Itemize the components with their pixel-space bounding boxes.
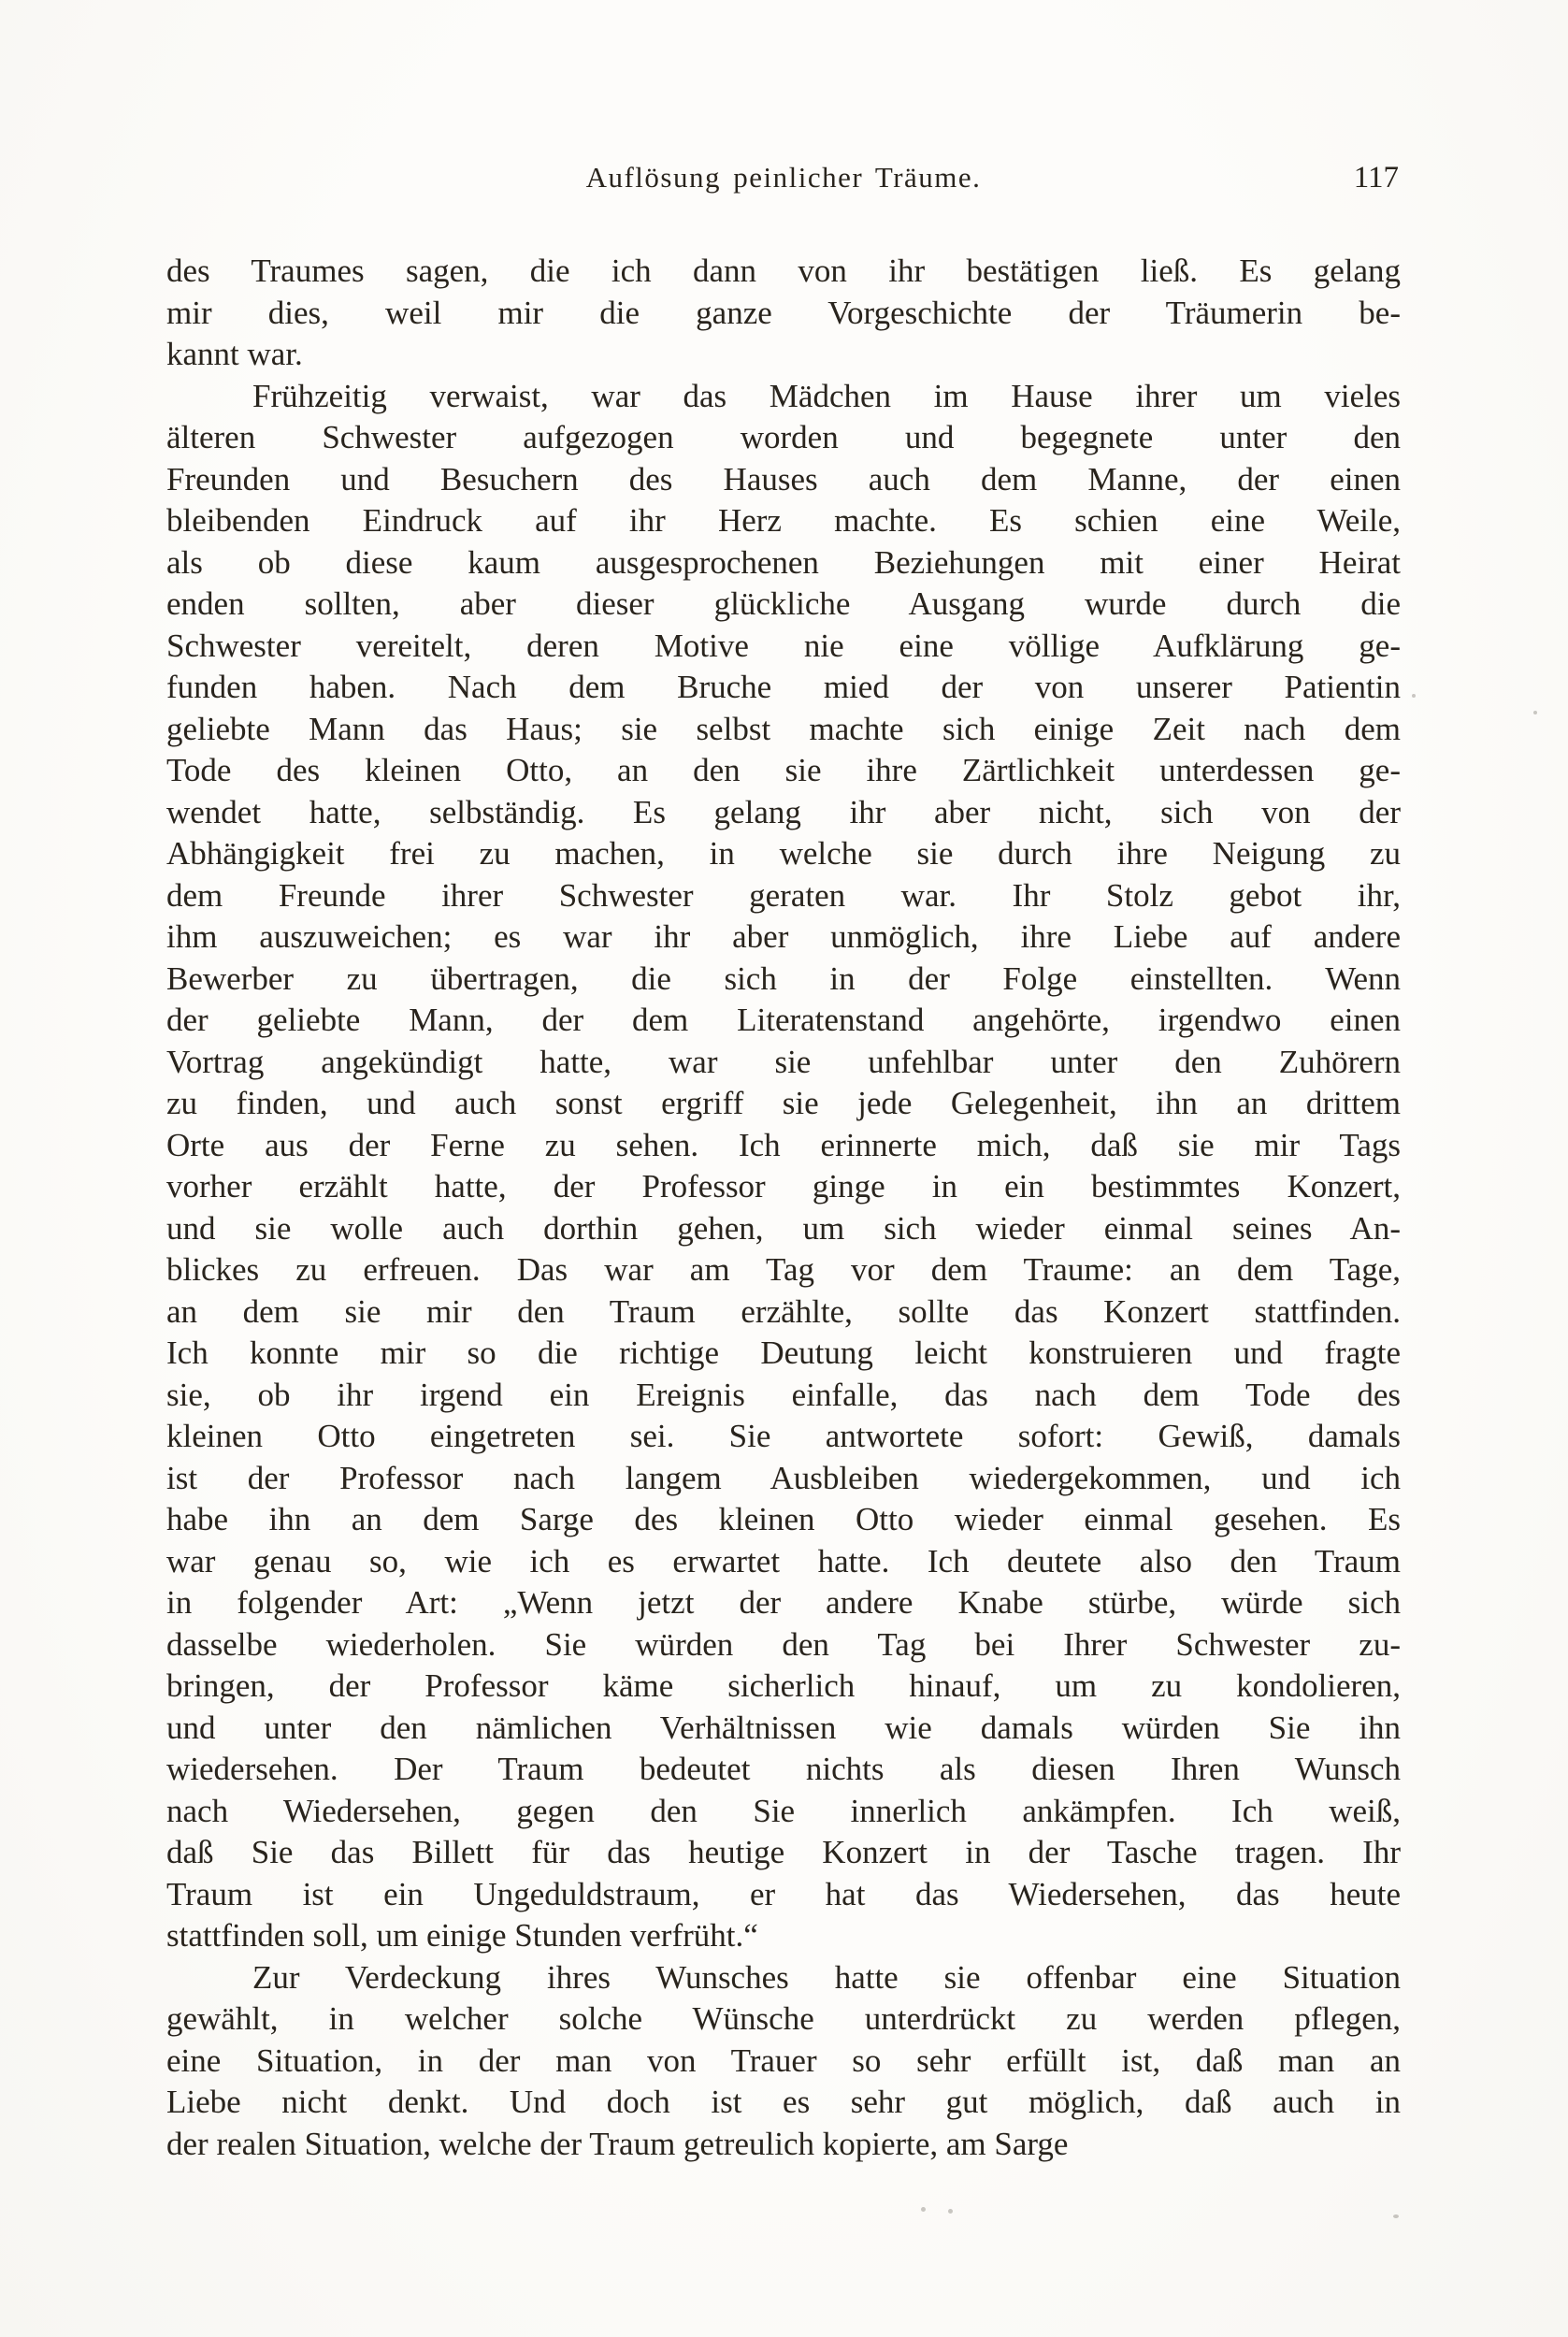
text-line: Orte aus der Ferne zu sehen. Ich erinnerte mich, daß sie mir Tags xyxy=(166,1126,1401,1163)
text-line: in folgender Art: „Wenn jetzt der andere Knabe stürbe, würde sich xyxy=(166,1584,1401,1621)
text-line: Frühzeitig verwaist, war das Mädchen im Hause ihrer um vieles xyxy=(252,377,1401,414)
text-line: funden haben. Nach dem Bruche mied der von unserer Patientin xyxy=(166,669,1401,705)
text-line: wiedersehen. Der Traum bedeutet nichts als diesen Ihren Wunsch xyxy=(166,1751,1401,1787)
text-line: stattfinden soll, um einige Stunden verfrüht.“ xyxy=(166,1917,758,1954)
text-line: dasselbe wiederholen. Sie würden den Tag bei Ihrer Schwester zu- xyxy=(166,1625,1401,1663)
text-line: der realen Situation, welche der Traum getreulich kopierte, am Sarge xyxy=(166,2125,1069,2162)
text-line: enden sollten, aber dieser glückliche Ausgang wurde durch die xyxy=(166,585,1401,622)
scan-speck xyxy=(1412,694,1416,698)
text-line: älteren Schwester aufgezogen worden und begegnete unter den xyxy=(166,419,1401,455)
text-line: nach Wiedersehen, gegen den Sie innerlich ankämpfen. Ich weiß, xyxy=(166,1792,1401,1829)
text-line: als ob diese kaum ausgesprochenen Beziehungen mit einer Heirat xyxy=(166,543,1401,581)
text-line: mir dies, weil mir die ganze Vorgeschichte der Träumerin be- xyxy=(166,294,1401,331)
text-line: Zur Verdeckung ihres Wunsches hatte sie offenbar eine Situation xyxy=(252,1958,1401,1996)
text-line: ihm auszuweichen; es war ihr aber unmöglich, ihre Liebe auf andere xyxy=(166,918,1401,955)
text-line: daß Sie das Billett für das heutige Konzert in der Tasche tragen. Ihr xyxy=(166,1834,1401,1870)
text-line: war genau so, wie ich es erwartet hatte. Ich deutete also den Traum xyxy=(166,1542,1401,1580)
text-line: Vortrag angekündigt hatte, war sie unfehlbar unter den Zuhörern xyxy=(166,1043,1401,1080)
scan-speck xyxy=(948,2209,953,2214)
text-line: der geliebte Mann, der dem Literatenstand angehörte, irgendwo einen xyxy=(166,1002,1401,1038)
text-line: gewählt, in welcher solche Wünsche unterdrückt zu werden pflegen, xyxy=(166,2000,1401,2037)
text-line: des Traumes sagen, die ich dann von ihr bestätigen ließ. Es gelang xyxy=(166,252,1401,289)
text-line: an dem sie mir den Traum erzählte, sollte das Konzert stattfinden. xyxy=(166,1292,1401,1330)
running-title: Auflösung peinlicher Träume. xyxy=(585,161,982,194)
text-line: kleinen Otto eingetreten sei. Sie antwortete sofort: Gewiß, damals xyxy=(166,1418,1401,1454)
text-line: ist der Professor nach langem Ausbleiben wiedergekommen, und ich xyxy=(166,1459,1401,1496)
text-line: geliebte Mann das Haus; sie selbst machte sich einige Zeit nach dem xyxy=(166,710,1401,747)
text-line: Traum ist ein Ungeduldstraum, er hat das Wiedersehen, das heute xyxy=(166,1875,1401,1912)
page-header xyxy=(166,159,1401,196)
text-line: Bewerber zu übertragen, die sich in der Folge einstellten. Wenn xyxy=(166,959,1401,997)
page-number: 117 xyxy=(1353,161,1399,195)
scan-speck xyxy=(1533,711,1537,714)
scan-speck xyxy=(921,2207,926,2212)
text-line: Ich konnte mir so die richtige Deutung leicht konstruieren und fragte xyxy=(166,1334,1401,1371)
text-line: Schwester vereitelt, deren Motive nie eine völlige Aufklärung ge- xyxy=(166,627,1401,664)
text-line: habe ihn an dem Sarge des kleinen Otto wieder einmal gesehen. Es xyxy=(166,1501,1401,1537)
text-line: blickes zu erfreuen. Das war am Tag vor dem Traume: an dem Tage, xyxy=(166,1251,1401,1288)
text-line: sie, ob ihr irgend ein Ereignis einfalle, das nach dem Tode des xyxy=(166,1376,1401,1413)
text-line: Abhängigkeit frei zu machen, in welche sie durch ihre Neigung zu xyxy=(166,835,1401,872)
text-line: bleibenden Eindruck auf ihr Herz machte. Es schien eine Weile, xyxy=(166,502,1401,539)
text-line: und sie wolle auch dorthin gehen, um sich wieder einmal seines An- xyxy=(166,1209,1401,1247)
text-line: und unter den nämlichen Verhältnissen wie damals würden Sie ihn xyxy=(166,1709,1401,1746)
text-line: vorher erzählt hatte, der Professor ginge in ein bestimmtes Konzert, xyxy=(166,1168,1401,1205)
scan-speck xyxy=(1393,2214,1399,2218)
text-line: zu finden, und auch sonst ergriff sie jede Gelegenheit, ihn an drittem xyxy=(166,1085,1401,1121)
text-line: bringen, der Professor käme sicherlich hinauf, um zu kondolieren, xyxy=(166,1667,1401,1704)
body-text xyxy=(166,251,1401,2165)
text-line: dem Freunde ihrer Schwester geraten war. Ihr Stolz gebot ihr, xyxy=(166,876,1401,914)
text-line: wendet hatte, selbständig. Es gelang ihr aber nicht, sich von der xyxy=(166,793,1401,830)
text-line: kannt war. xyxy=(166,336,303,372)
text-line: Liebe nicht denkt. Und doch ist es sehr gut möglich, daß auch in xyxy=(166,2084,1401,2120)
text-line: Freunden und Besuchern des Hauses auch dem Manne, der einen xyxy=(166,460,1401,498)
text-line: eine Situation, in der man von Trauer so sehr erfüllt ist, daß man an xyxy=(166,2041,1401,2079)
text-line: Tode des kleinen Otto, an den sie ihre Zärtlichkeit unterdessen ge- xyxy=(166,752,1401,788)
